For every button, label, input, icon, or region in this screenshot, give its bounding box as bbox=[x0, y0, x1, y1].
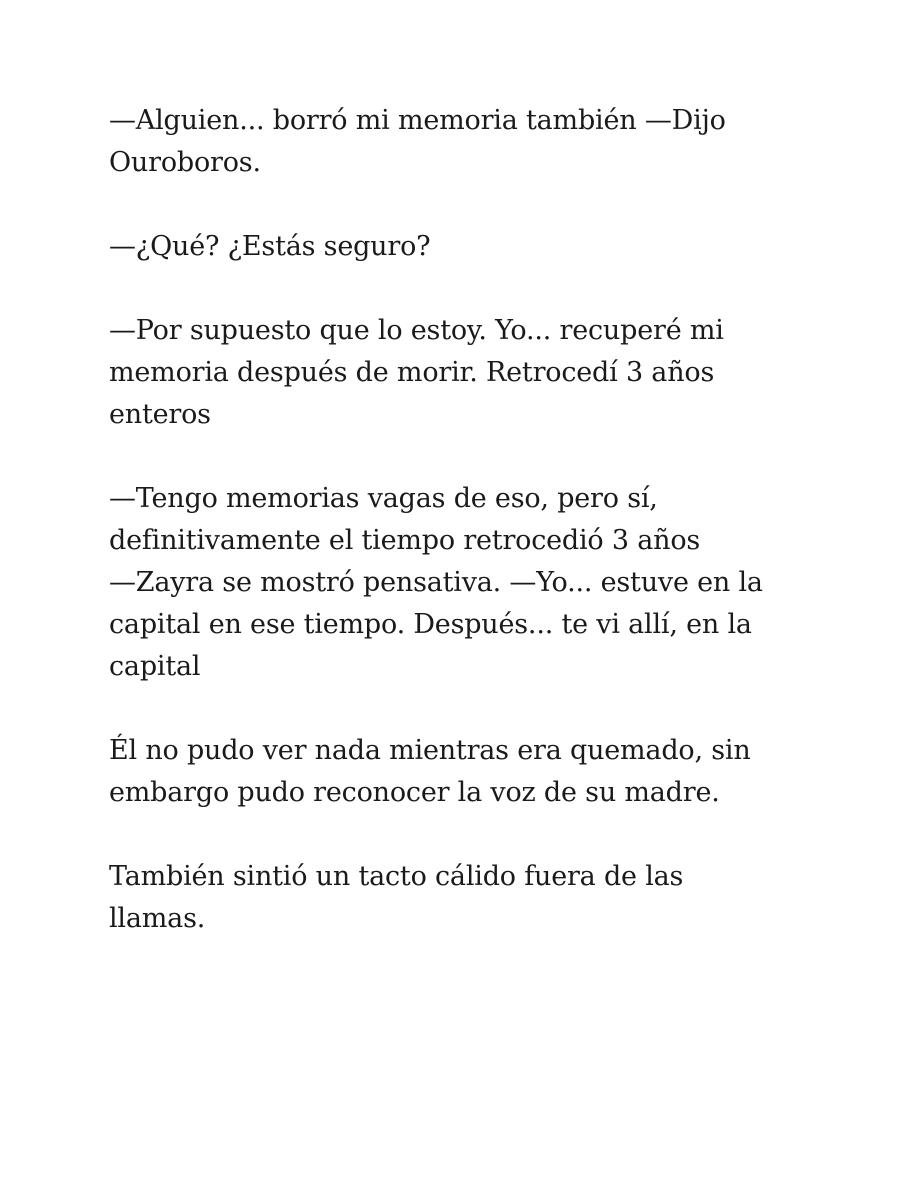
paragraph-6 bbox=[109, 856, 809, 940]
text-line: —Zayra se mostró pensativa. —Yo... estuve en la bbox=[109, 567, 763, 598]
document-page bbox=[109, 100, 809, 982]
text-line: capital en ese tiempo. Después... te vi allí, en la bbox=[109, 609, 752, 640]
text-line: enteros bbox=[109, 399, 211, 430]
text-line: embargo pudo reconocer la voz de su madre. bbox=[109, 777, 720, 808]
paragraph-2 bbox=[109, 226, 809, 268]
text-line: —Por supuesto que lo estoy. Yo... recuperé mi bbox=[109, 315, 724, 346]
text-line: memoria después de morir. Retrocedí 3 años bbox=[109, 357, 715, 388]
text-line: capital bbox=[109, 651, 201, 682]
text-line: —¿Qué? ¿Estás seguro? bbox=[109, 231, 431, 262]
paragraph-3 bbox=[109, 310, 809, 436]
text-line: Ouroboros. bbox=[109, 147, 261, 178]
paragraph-1 bbox=[109, 100, 809, 184]
text-line: llamas. bbox=[109, 903, 206, 934]
text-line: —Tengo memorias vagas de eso, pero sí, bbox=[109, 483, 658, 514]
text-line: También sintió un tacto cálido fuera de las bbox=[109, 861, 684, 892]
paragraph-4 bbox=[109, 478, 809, 688]
text-line: Él no pudo ver nada mientras era quemado, sin bbox=[109, 735, 751, 766]
text-line: —Alguien... borró mi memoria también —Dijo bbox=[109, 105, 726, 136]
text-line: definitivamente el tiempo retrocedió 3 años bbox=[109, 525, 701, 556]
paragraph-5 bbox=[109, 730, 809, 814]
